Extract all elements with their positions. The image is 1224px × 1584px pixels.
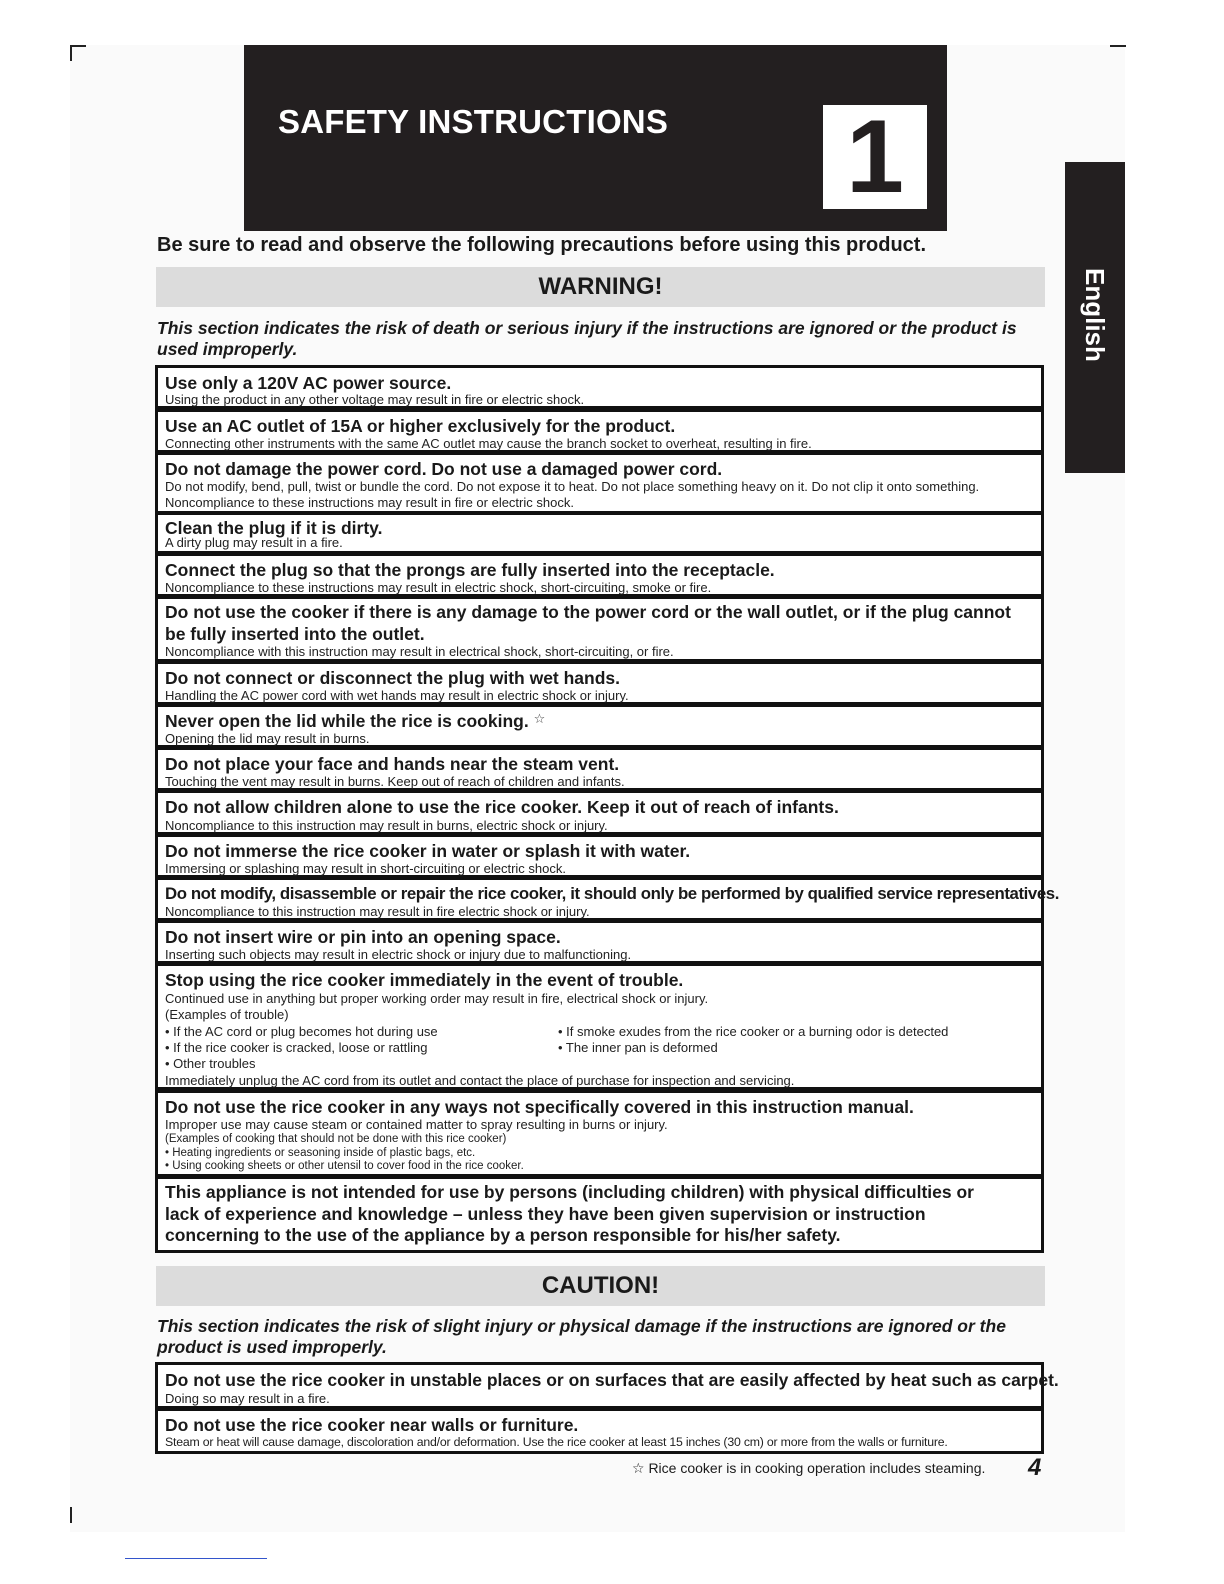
caution-description: This section indicates the risk of slight injury or physical damage if the instructions are ignored or the product is used improperly. (157, 1316, 1006, 1357)
bullet-item: • Other troubles (165, 1056, 256, 1071)
warning-item (155, 1090, 1044, 1177)
item-text: Handling the AC power cord with wet hands may result in electric shock or injury. (165, 688, 629, 703)
item-text: Noncompliance to this instruction may result in burns, electric shock or injury. (165, 818, 608, 833)
item-text: Continued use in anything but proper working order may result in fire, electrical shock or injury. (165, 991, 709, 1006)
crop-mark (70, 45, 72, 61)
warning-item (155, 704, 1044, 748)
item-text: Steam or heat will cause damage, discoloration and/or deformation. Use the rice cooker at least 15 inches (30 cm) or more from the walls or furniture. (165, 1435, 948, 1449)
divider (125, 1558, 267, 1559)
item-text: Doing so may result in a fire. (165, 1391, 330, 1406)
item-text: Noncompliance to these instructions may result in electric shock, short-circuiting, smoke or fire. (165, 580, 712, 595)
warning-description: This section indicates the risk of death or serious injury if the instructions are ignored or the product is used improperly. (157, 318, 1017, 359)
warning-item (155, 1176, 1044, 1253)
bullet-item: • Using cooking sheets or other utensil to cover food in the rice cooker. (165, 1160, 524, 1172)
warning-item (155, 920, 1044, 964)
item-heading: Do not immerse the rice cooker in water or splash it with water. (165, 841, 691, 861)
examples-label: (Examples of cooking that should not be done with this rice cooker) (165, 1133, 507, 1145)
item-heading: Never open the lid while the rice is cooking. (165, 711, 529, 731)
warning-item (155, 452, 1044, 514)
warning-item (155, 553, 1044, 597)
item-heading: Use an AC outlet of 15A or higher exclusively for the product. (165, 416, 676, 436)
warning-item (155, 512, 1044, 554)
bullet-item: • If the rice cooker is cracked, loose or rattling (165, 1040, 428, 1055)
crop-mark (1110, 45, 1126, 47)
item-text: Noncompliance with this instruction may result in electrical shock, short-circuiting, or fire. (165, 644, 674, 659)
item-text: Using the product in any other voltage may result in fire or electric shock. (165, 392, 585, 407)
warning-item (155, 596, 1044, 662)
warning-item (155, 747, 1044, 791)
page-title: SAFETY INSTRUCTIONS (278, 103, 669, 140)
item-heading: Do not connect or disconnect the plug with wet hands. (165, 668, 621, 688)
item-heading: This appliance is not intended for use by persons (including children) with physical difficulties or lack of experience and knowledge – unless they have been given supervision or instruction concerning to the use of the appliance by a person responsible for his/her safety. (165, 1182, 974, 1245)
bullet-item: • If the AC cord or plug becomes hot during use (165, 1024, 438, 1039)
item-heading: Do not use the rice cooker near walls or furniture. (165, 1415, 579, 1435)
item-heading: Connect the plug so that the prongs are fully inserted into the receptacle. (165, 560, 775, 580)
intro-text: Be sure to read and observe the following precautions before using this product. (157, 234, 926, 256)
examples-label: (Examples of trouble) (165, 1007, 289, 1022)
item-heading: Do not allow children alone to use the rice cooker. Keep it out of reach of infants. (165, 797, 839, 817)
item-heading-row (165, 711, 545, 732)
star-icon: ☆ (533, 711, 546, 726)
item-heading: Do not insert wire or pin into an opening space. (165, 927, 561, 947)
footnote: ☆ Rice cooker is in cooking operation includes steaming. (632, 1460, 986, 1476)
item-heading: Use only a 120V AC power source. (165, 373, 452, 393)
caution-heading: CAUTION! (156, 1266, 1045, 1306)
chapter-header (244, 45, 947, 231)
bullet-item: • If smoke exudes from the rice cooker or a burning odor is detected (558, 1024, 949, 1039)
warning-item (155, 877, 1059, 921)
item-heading: Do not use the rice cooker in any ways not specifically covered in this instruction manual. (165, 1097, 914, 1117)
item-text: Inserting such objects may result in electric shock or injury due to malfunctioning. (165, 947, 632, 962)
crop-mark (70, 1507, 72, 1523)
warning-item (155, 409, 1044, 453)
language-tab-label: English (1080, 268, 1110, 362)
item-text: Connecting other instruments with the same AC outlet may cause the branch socket to overheat, resulting in fire. (165, 436, 812, 451)
warning-item (155, 661, 1044, 705)
item-heading: Do not damage the power cord. Do not use a damaged power cord. (165, 459, 723, 479)
item-text: A dirty plug may result in a fire. (165, 535, 343, 550)
item-text: Noncompliance to this instruction may result in fire electric shock or injury. (165, 904, 590, 919)
caution-item (155, 1362, 1059, 1409)
item-text: Do not modify, bend, pull, twist or bundle the cord. Do not expose it to heat. Do not place something heavy on it. Do not clip it onto something. Noncompliance to these instructions may result in fire or electric shock. (165, 479, 980, 510)
item-heading: Do not place your face and hands near the steam vent. (165, 754, 620, 774)
item-heading: Do not use the cooker if there is any damage to the power cord or the wall outlet, or if the plug cannot be fully inserted into the outlet. (165, 602, 1011, 644)
item-text: Improper use may cause steam or contained matter to spray resulting in burns or injury. (165, 1117, 668, 1132)
caution-item (155, 1408, 1044, 1454)
item-text: Touching the vent may result in burns. Keep out of reach of children and infants. (165, 774, 625, 789)
item-closing-text: Immediately unplug the AC cord from its outlet and contact the place of purchase for inspection and servicing. (165, 1073, 795, 1088)
bullet-item: • Heating ingredients or seasoning inside of plastic bags, etc. (165, 1147, 476, 1159)
chapter-number: 1 (823, 105, 927, 209)
item-heading: Do not use the rice cooker in unstable places or on surfaces that are easily affected by heat such as carpet. (165, 1370, 1059, 1390)
warning-item (155, 834, 1044, 878)
crop-mark (70, 45, 86, 47)
item-text: Immersing or splashing may result in short-circuiting or electric shock. (165, 861, 566, 876)
bullet-item: • The inner pan is deformed (558, 1040, 718, 1055)
warning-item (155, 790, 1044, 835)
warning-item (155, 365, 1044, 409)
warning-item (155, 963, 1044, 1090)
item-text: Opening the lid may result in burns. (165, 731, 370, 746)
page-number: 4 (1028, 1454, 1042, 1481)
item-heading: Stop using the rice cooker immediately in the event of trouble. (165, 970, 684, 990)
item-heading: Do not modify, disassemble or repair the rice cooker, it should only be performed by qualified service representatives. (165, 884, 1059, 903)
warning-heading: WARNING! (156, 267, 1045, 307)
item-heading: Clean the plug if it is dirty. (165, 518, 383, 538)
